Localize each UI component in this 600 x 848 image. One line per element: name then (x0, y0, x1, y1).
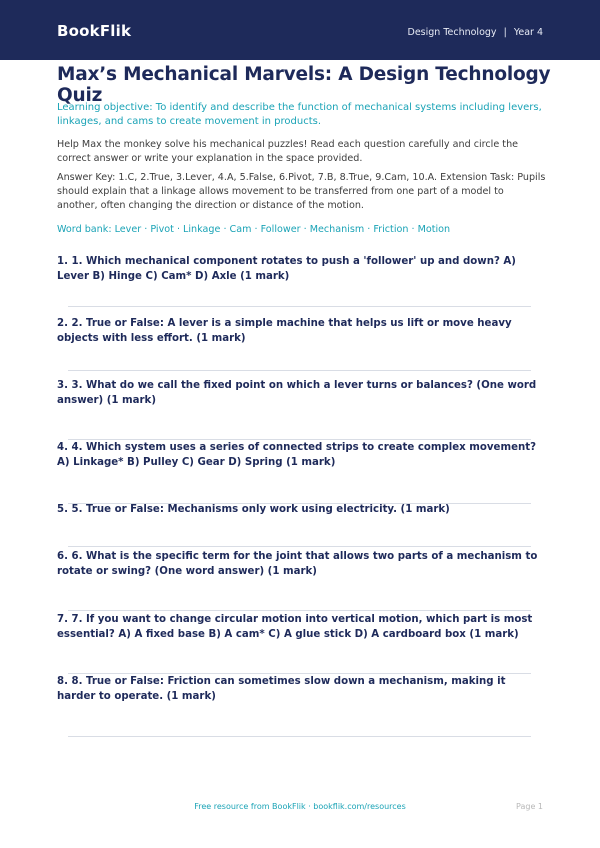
question-7: 7. 7. If you want to change circular motion into vertical motion, which part is most essential? A) A fixed base B) A cam* C) A glue stick D) A cardboard box (1 mark) (57, 614, 533, 640)
page-number: Page 1 (516, 802, 543, 811)
question-4: 4. 4. Which system uses a series of connected strips to create complex movement? A) Linkage* B) Pulley C) Gear D) Spring (1 mark) (57, 442, 537, 468)
answer-line-6 (68, 610, 531, 611)
question-1: 1. 1. Which mechanical component rotates to push a 'follower' up and down? A) Lever B) Hinge C) Cam* D) Axle (1 mark) (57, 256, 516, 282)
brand-logo: BookFlik (57, 22, 132, 40)
page-title: Max’s Mechanical Marvels: A Design Technology Quiz (57, 64, 551, 106)
word-bank: Word bank: Lever · Pivot · Linkage · Cam · Follower · Mechanism · Friction · Motion (57, 224, 451, 235)
question-3: 3. 3. What do we call the fixed point on which a lever turns or balances? (One word answer) (1 mark) (57, 380, 537, 406)
answer-key: Answer Key: 1.C, 2.True, 3.Lever, 4.A, 5.False, 6.Pivot, 7.B, 8.True, 9.Cam, 10.A. Extension Task: Pupils should explain that a linkage allows movement to be transferred from one part of a model to another, often changing the direction or distance of the motion. (57, 172, 546, 211)
intro-text: Help Max the monkey solve his mechanical puzzles! Read each question carefully and circle the correct answer or write your explanation in the space provided. (57, 139, 519, 164)
learning-objective: Learning objective: To identify and describe the function of mechanical systems including levers, linkages, and cams to create movement in products. (57, 102, 542, 127)
page-header (0, 0, 600, 60)
header-separator: | (503, 27, 507, 38)
question-2: 2. 2. True or False: A lever is a simple machine that helps us lift or move heavy objects with less effort. (1 mark) (57, 318, 512, 344)
footer-credit: Free resource from BookFlik · bookflik.com/resources (194, 802, 406, 811)
answer-line-8 (68, 736, 531, 737)
subject-year-label (408, 27, 544, 38)
answer-line-2 (68, 370, 531, 371)
question-8: 8. 8. True or False: Friction can sometimes slow down a mechanism, making it harder to operate. (1 mark) (57, 676, 506, 702)
answer-line-5 (68, 546, 531, 547)
subject-label: Design Technology (407, 27, 497, 38)
question-6: 6. 6. What is the specific term for the joint that allows two parts of a mechanism to rotate or swing? (One word answer) (1 mark) (57, 551, 538, 577)
answer-line-1 (68, 306, 531, 307)
question-5: 5. 5. True or False: Mechanisms only work using electricity. (1 mark) (57, 504, 450, 515)
year-label: Year 4 (513, 27, 543, 38)
